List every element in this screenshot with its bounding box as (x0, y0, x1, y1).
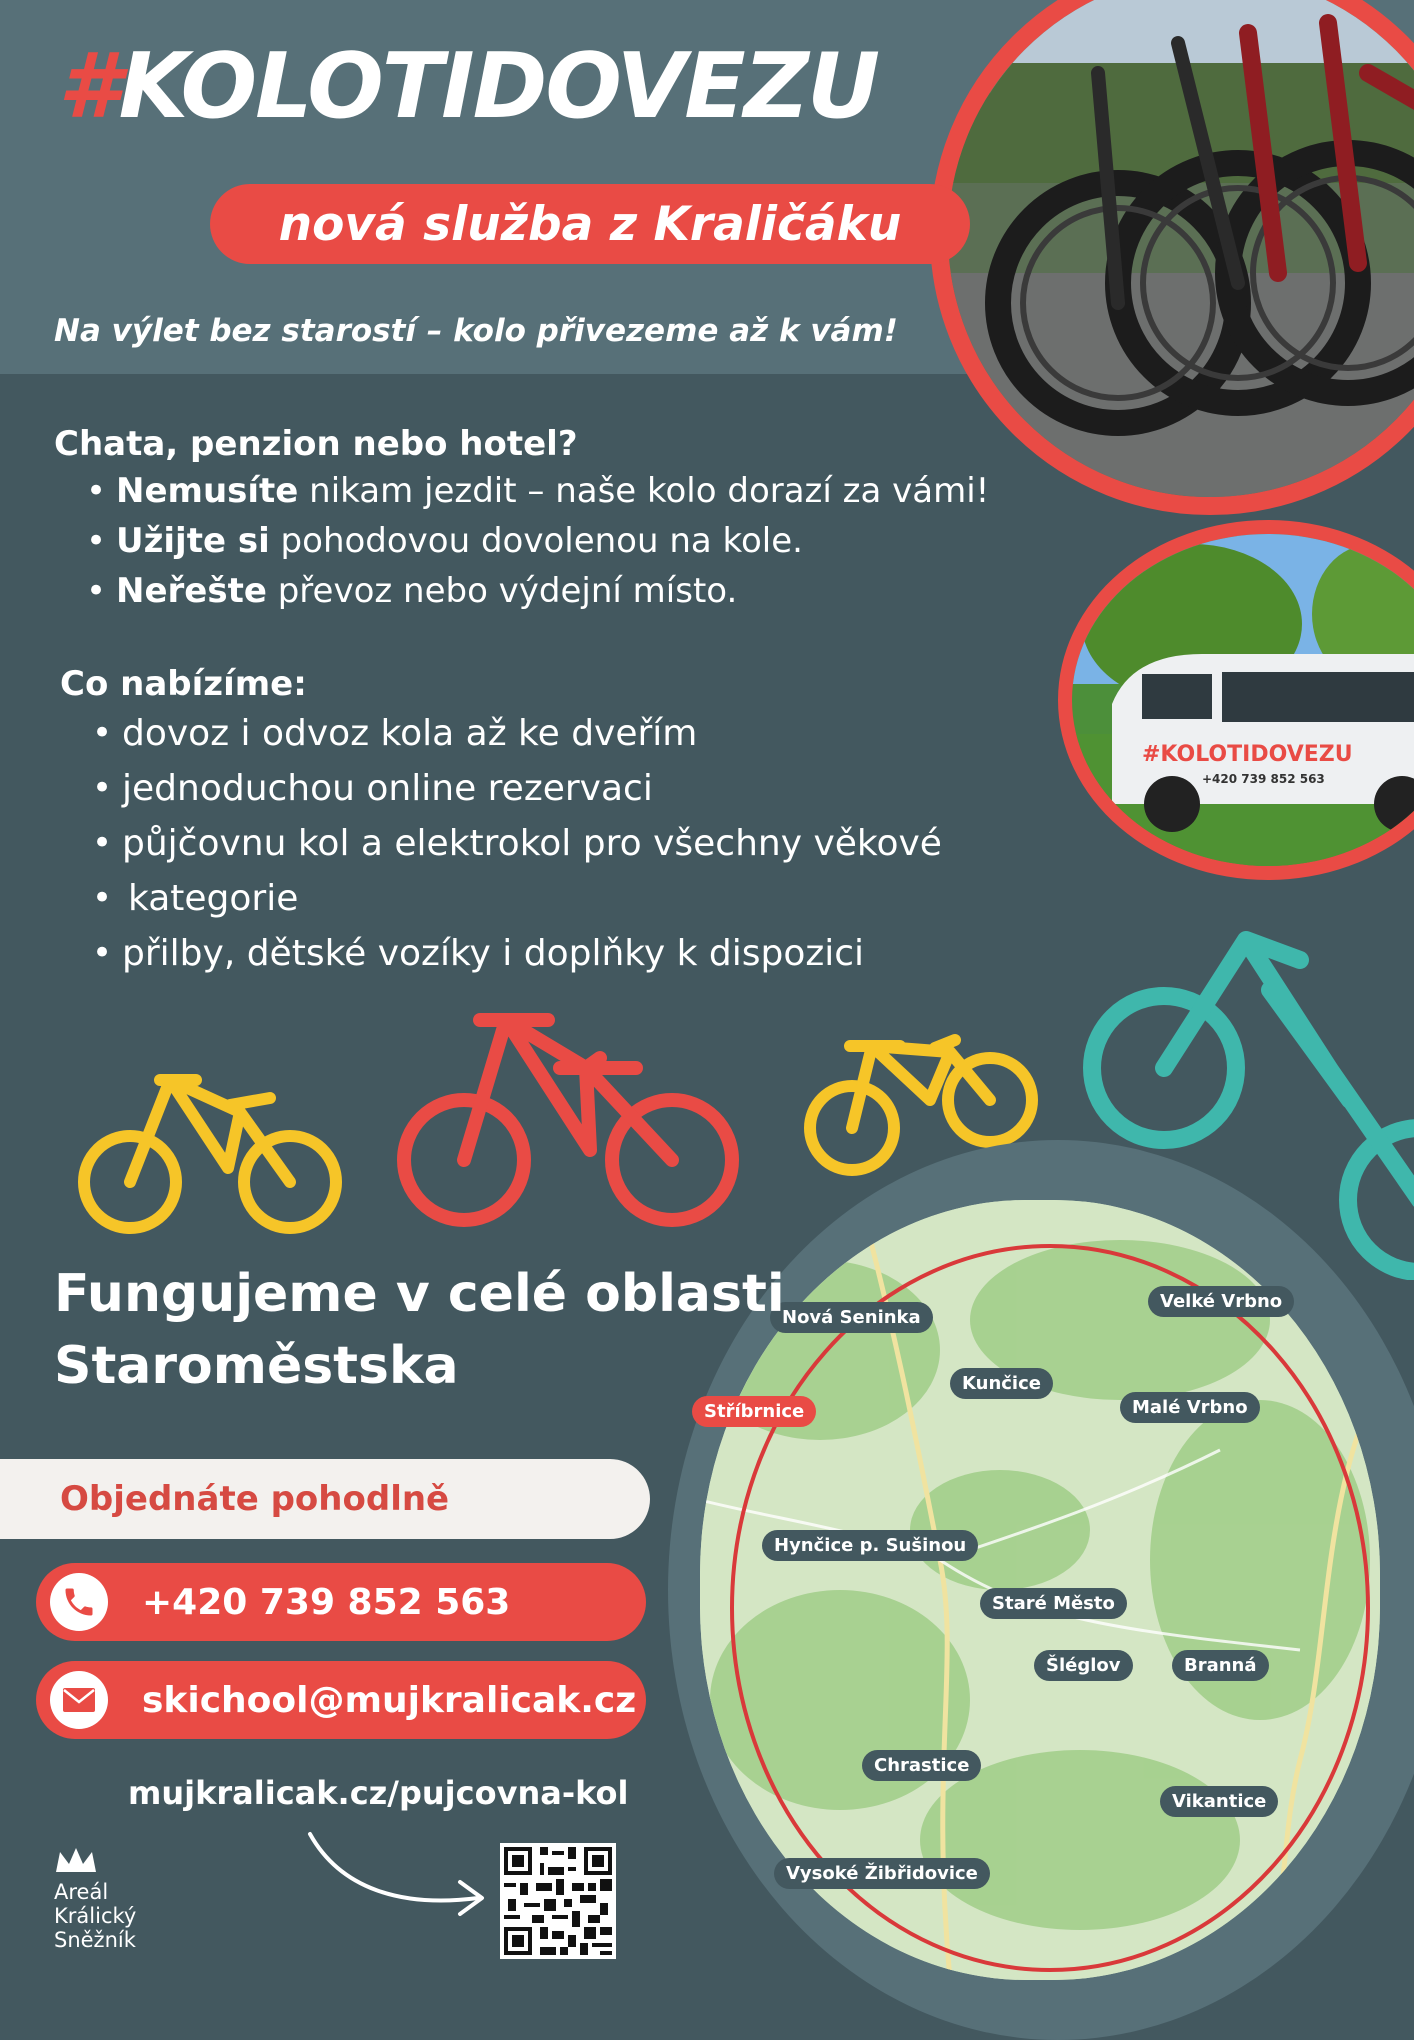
van-illustration (1072, 534, 1414, 866)
map-place: Velké Vrbno (1148, 1286, 1294, 1317)
bikes-photo (930, 0, 1414, 515)
email-address: skichool@mujkralicak.cz (142, 1679, 637, 1721)
bikes-illustration (948, 0, 1414, 497)
van-phone: +420 739 852 563 (1202, 772, 1325, 786)
qr-code-icon (500, 1843, 616, 1959)
list-item: • dovoz i odvoz kola až ke dveřím (86, 706, 942, 761)
map-place: Branná (1172, 1650, 1269, 1681)
list-item-continuation: • kategorie (86, 871, 942, 926)
order-label: Objednáte pohodlně (60, 1479, 450, 1519)
email-link[interactable] (36, 1661, 646, 1739)
map-place: Chrastice (862, 1750, 981, 1781)
list-item: • Užijte si pohodovou dovolenou na kole. (80, 516, 989, 566)
map-place: Staré Město (980, 1588, 1127, 1619)
van-photo (1058, 520, 1414, 880)
logo-text: Areál Králický Sněžník (54, 1880, 137, 1952)
subtitle-pill (210, 184, 970, 264)
page-title (58, 34, 879, 139)
bike-icon (84, 1080, 336, 1228)
accommodation-section (54, 424, 989, 616)
area-heading (54, 1258, 785, 1402)
list-item: • Neřešte převoz nebo výdejní místo. (80, 566, 989, 616)
map-place: Kunčice (950, 1368, 1053, 1399)
list-item: • jednoduchou online rezervaci (86, 761, 942, 816)
website-link[interactable]: mujkralicak.cz/pujcovna-kol (128, 1774, 629, 1812)
list-item: • přilby, dětské vozíky i doplňky k dispozici (86, 926, 942, 981)
accommodation-list (80, 466, 989, 616)
qr-code[interactable] (500, 1843, 616, 1959)
list-item: • Nemusíte nikam jezdit – naše kolo dorazí za vámi! (80, 466, 989, 516)
map-place: Malé Vrbno (1120, 1392, 1260, 1423)
phone-icon (50, 1573, 108, 1631)
envelope-icon (50, 1671, 108, 1729)
title-text: KOLOTIDOVEZU (118, 34, 879, 139)
map-place: Nová Seninka (770, 1302, 933, 1333)
area-line-2: Staroměstska (54, 1336, 459, 1396)
offer-heading: Co nabízíme: (60, 664, 307, 704)
map-place: Vysoké Žibřidovice (774, 1858, 990, 1889)
subtitle-text: nová služba z Kraličáku (278, 196, 902, 252)
phone-number: +420 739 852 563 (142, 1581, 511, 1623)
crown-icon (54, 1846, 98, 1876)
map-place: Vikantice (1160, 1786, 1278, 1817)
van-hashtag: #KOLOTIDOVEZU (1142, 742, 1353, 767)
map-place: Šléglov (1034, 1650, 1133, 1681)
hash-symbol: # (58, 34, 119, 139)
order-banner (0, 1459, 650, 1539)
tagline: Na výlet bez starostí – kolo přivezeme až k vám! (54, 313, 898, 349)
list-item: • půjčovnu kol a elektrokol pro všechny věkové (86, 816, 942, 871)
bike-icon (404, 1020, 732, 1220)
map-place: Hynčice p. Sušinou (762, 1530, 978, 1561)
arrow-icon (300, 1828, 500, 1928)
area-line-1: Fungujeme v celé oblasti (54, 1264, 785, 1324)
map-place-highlight: Stříbrnice (692, 1396, 816, 1427)
accommodation-heading: Chata, penzion nebo hotel? (54, 424, 578, 464)
phone-link[interactable] (36, 1563, 646, 1641)
